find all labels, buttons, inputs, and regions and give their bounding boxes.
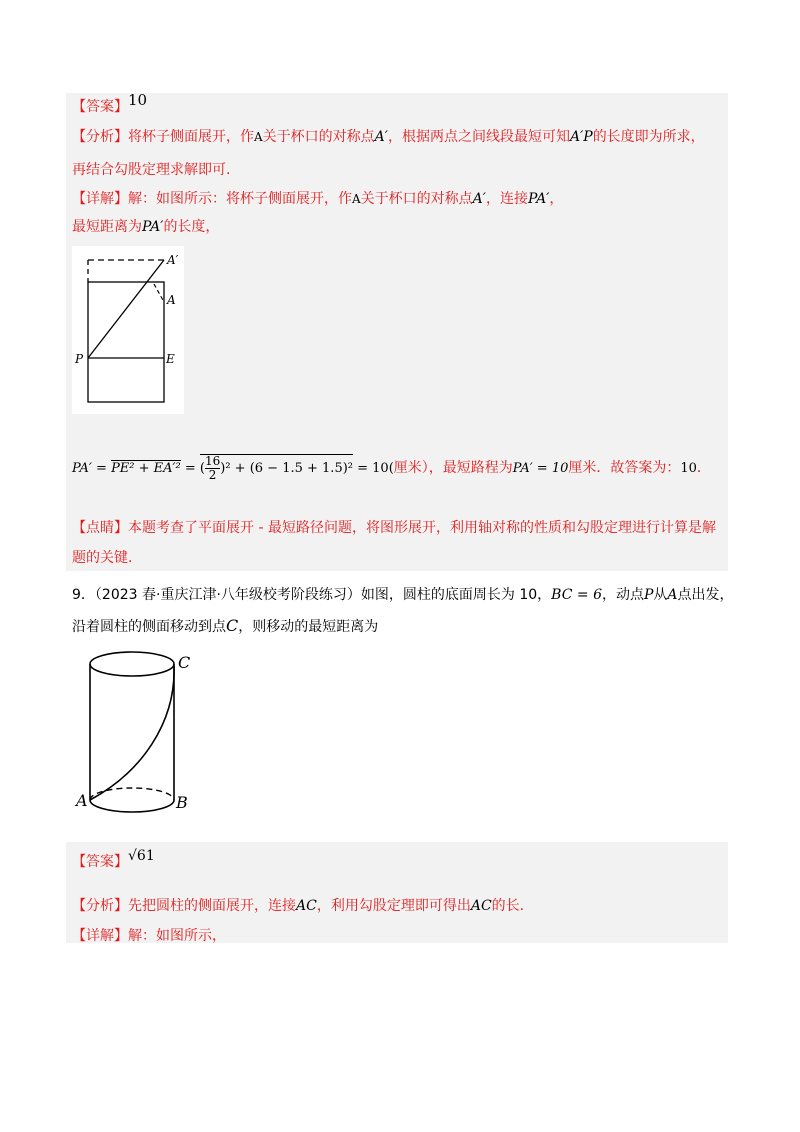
question-text: 点出发， <box>677 587 734 603</box>
analysis-line-2: 再结合勾股定理求解即可. <box>72 162 231 178</box>
formula-result: = 10( <box>353 461 394 476</box>
analysis-text: ，利用勾股定理即可得出 <box>316 898 471 914</box>
formula-sqrt2: ( $\frac{16}{2}$ )² + (6 − 1.5 + 1.5)² <box>199 454 353 482</box>
formula-lhs: PA′ = <box>72 461 112 476</box>
math-label: BC = 6 <box>551 587 602 603</box>
math-label: PA′ <box>527 191 550 207</box>
answer-value: 10 <box>128 91 148 109</box>
keypoint-tag: 【点睛】 <box>72 520 128 536</box>
frac-denominator: 2 <box>208 468 217 482</box>
label-b: B <box>176 793 188 812</box>
answer-line-1 <box>72 91 148 117</box>
answer-line-2 <box>72 848 155 872</box>
detail-text: 关于杯口的对称点 <box>360 191 473 207</box>
math-label: AC <box>470 898 492 914</box>
math-label: P <box>643 587 654 603</box>
keypoint-text: 本题考查了平面展开 - 最短路径问题，将图形展开，利用轴对称的性质和勾股定理进行计算是解 <box>128 520 716 536</box>
label-a-prime: A′ <box>167 253 179 267</box>
math-label: A′P <box>569 129 593 145</box>
analysis-line-1 <box>72 127 705 147</box>
math-label: PA′ <box>142 219 164 235</box>
frac-numerator: 16 <box>204 454 221 468</box>
analysis-line-3 <box>72 896 524 916</box>
detail-text: ，连接 <box>485 191 528 207</box>
detail-line-1 <box>72 189 563 209</box>
analysis-text: 将杯子侧面展开，作 <box>128 129 254 145</box>
figure-cylinder <box>72 642 202 822</box>
detail-text: ， <box>549 191 564 207</box>
math-label: AC <box>296 898 317 914</box>
detail-text: 解：如图所示， <box>128 928 226 944</box>
question-text: 从 <box>653 587 668 603</box>
label-p: P <box>75 352 84 366</box>
question-text: 如图，圆柱的底面周长为 10， <box>360 587 552 603</box>
formula-answer: 10 <box>680 461 697 476</box>
question-text: ，动点 <box>601 587 644 603</box>
formula-tail: ． <box>696 460 711 476</box>
question-source: （2023 春·重庆江津·八年级校考阶段练习） <box>94 587 361 603</box>
label-c: C <box>178 653 191 672</box>
formula-tail-math: PA′ = 10 <box>512 461 569 476</box>
math-label: A′ <box>374 129 388 145</box>
formula-unit: 厘米） <box>393 460 429 476</box>
detail-text: 最短距离为 <box>72 219 142 235</box>
question-text: ，则移动的最短距离为 <box>238 619 379 635</box>
detail-text: 解：如图所示：将杯子侧面展开，作 <box>128 191 352 207</box>
detail-line-3 <box>72 926 226 946</box>
formula-tail: 厘米．故答案为： <box>568 460 681 476</box>
question-9-line-1 <box>72 585 734 605</box>
formula-tail: ，最短路程为 <box>428 460 513 476</box>
formula-sqrt1: PE² + EA′² <box>111 461 181 476</box>
point-label: A <box>352 192 361 206</box>
question-number: 9． <box>72 587 95 603</box>
analysis-tag: 【分析】 <box>72 898 128 914</box>
formula-line <box>72 452 711 484</box>
keypoint-line-2: 题的关键. <box>72 550 133 566</box>
analysis-text: ，根据两点之间线段最短可知 <box>387 129 570 145</box>
analysis-text: 关于杯口的对称点 <box>262 129 375 145</box>
keypoint-line-1 <box>72 518 716 538</box>
analysis-tag: 【分析】 <box>72 129 128 145</box>
figure-unfolded-cup <box>72 246 184 414</box>
label-e: E <box>166 352 175 366</box>
question-9-line-2 <box>72 616 378 637</box>
math-label: A <box>667 587 678 603</box>
answer-value: √61 <box>128 848 155 864</box>
detail-text: 的长度， <box>163 219 220 235</box>
math-label: C <box>226 616 239 635</box>
label-a: A <box>167 293 176 307</box>
point-label: A <box>254 130 263 144</box>
analysis-text: 的长度即为所求， <box>592 129 705 145</box>
detail-line-2 <box>72 217 219 237</box>
math-label: A′ <box>472 191 486 207</box>
answer-tag: 【答案】 <box>72 854 128 870</box>
answer-tag: 【答案】 <box>72 99 128 115</box>
label-a: A <box>76 791 88 810</box>
analysis-text: 的长. <box>491 898 525 914</box>
formula-term2: (6 − 1.5 + 1.5)² <box>249 461 353 476</box>
detail-tag: 【详解】 <box>72 928 128 944</box>
analysis-text: 先把圆柱的侧面展开，连接 <box>128 898 296 914</box>
formula-eq: = <box>180 461 200 476</box>
question-text: 沿着圆柱的侧面移动到点 <box>72 619 226 635</box>
detail-tag: 【详解】 <box>72 191 128 207</box>
